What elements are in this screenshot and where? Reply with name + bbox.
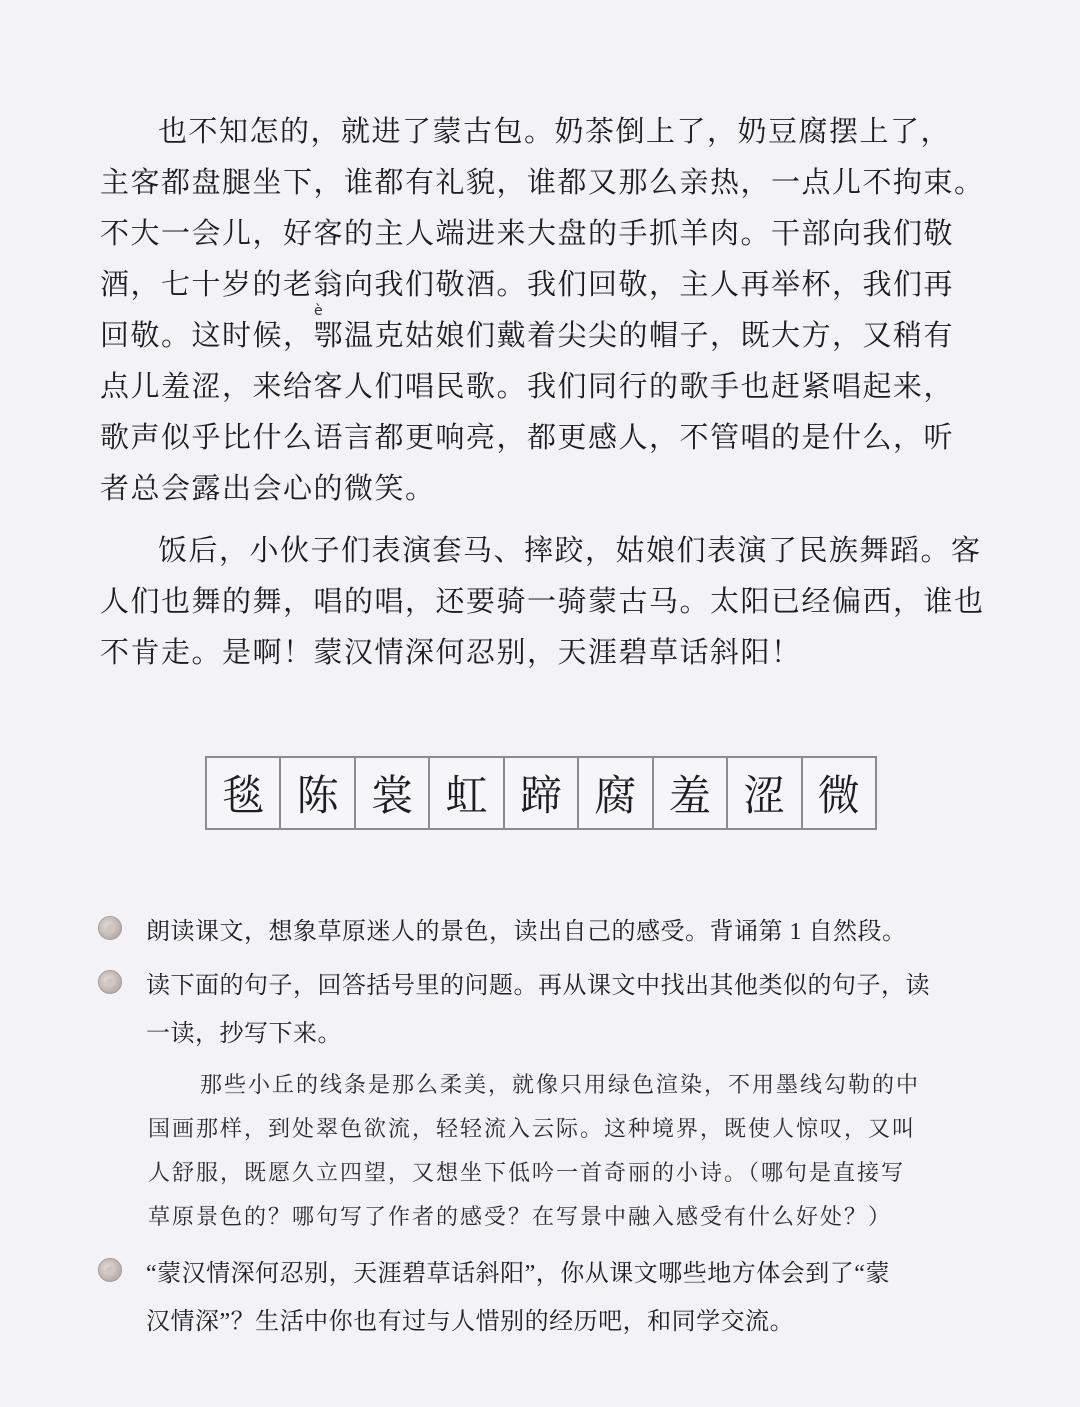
new-character: 虹 bbox=[430, 758, 504, 828]
new-character: 腐 bbox=[579, 758, 653, 828]
passage-line: 主客都盘腿坐下，谁都有礼貌，谁都又那么亲热，一点儿不拘束。 bbox=[100, 165, 985, 199]
passage-paragraph-1 bbox=[100, 106, 1005, 514]
passage-line: 酒，七十岁的老翁向我们敬酒。我们回敬，主人再举杯，我们再 bbox=[100, 267, 955, 301]
passage-line: 不大一会儿，好客的主人端进来大盘的手抓羊肉。干部向我们敬 bbox=[100, 216, 955, 250]
new-character: 涩 bbox=[728, 758, 802, 828]
quote-line: 草原景色的？哪句写了作者的感受？在写景中融入感受有什么好处？） bbox=[148, 1205, 893, 1230]
exercise-bullet-icon bbox=[98, 970, 122, 994]
exercise-2-quote bbox=[148, 1064, 1010, 1240]
passage-line: 点儿羞涩，来给客人们唱民歌。我们同行的歌手也赶紧唱起来， bbox=[100, 369, 955, 403]
new-character: 羞 bbox=[654, 758, 728, 828]
passage-line: 饭后，小伙子们表演套马、摔跤，姑娘们表演了民族舞蹈。客 bbox=[158, 533, 982, 567]
passage-line: 者总会露出会心的微笑。 bbox=[100, 471, 436, 505]
exercise-2-text bbox=[146, 962, 1016, 1058]
exercise-bullet-icon bbox=[98, 1258, 122, 1282]
passage-line: 不肯走。是啊！蒙汉情深何忍别，天涯碧草话斜阳！ bbox=[100, 635, 802, 669]
exercise-1-text bbox=[146, 908, 1016, 956]
exercise-line: 一读，抄写下来。 bbox=[146, 1021, 342, 1047]
new-character: 毯 bbox=[207, 758, 281, 828]
new-character: 蹄 bbox=[505, 758, 579, 828]
exercise-3-text bbox=[146, 1250, 1016, 1346]
quote-line: 人舒服，既愿久立四望，又想坐下低吟一首奇丽的小诗。（哪句是直接写 bbox=[148, 1161, 906, 1186]
exercise-bullet-icon bbox=[98, 916, 122, 940]
quote-line: 那些小丘的线条是那么柔美，就像只用绿色渲染，不用墨线勾勒的中 bbox=[200, 1073, 921, 1098]
new-character: 微 bbox=[817, 771, 860, 820]
passage-line: 也不知怎的，就进了蒙古包。奶茶倒上了，奶豆腐摆上了， bbox=[158, 114, 952, 148]
passage-paragraph-2 bbox=[100, 525, 1005, 678]
new-character: 裳 bbox=[356, 758, 430, 828]
quote-line: 国画那样，到处翠色欲流，轻轻流入云际。这种境界，既使人惊叹，又叫 bbox=[148, 1117, 917, 1142]
passage-line: 歌声似乎比什么语言都更响亮，都更感人，不管唱的是什么，听 bbox=[100, 420, 955, 454]
new-character: 陈 bbox=[281, 758, 355, 828]
exercise-line: 汉情深”？生活中你也有过与人惜别的经历吧，和同学交流。 bbox=[146, 1309, 795, 1335]
new-characters-box bbox=[205, 756, 877, 830]
exercise-line: 朗读课文，想象草原迷人的景色，读出自己的感受。背诵第 1 自然段。 bbox=[146, 919, 907, 945]
passage-line: 人们也舞的舞，唱的唱，还要骑一骑蒙古马。太阳已经偏西，谁也 bbox=[100, 584, 985, 618]
exercise-line: “蒙汉情深何忍别，天涯碧草话斜阳”，你从课文哪些地方体会到了“蒙 bbox=[146, 1261, 890, 1287]
exercise-line: 读下面的句子，回答括号里的问题。再从课文中找出其他类似的句子，读 bbox=[146, 973, 930, 999]
passage-line: 回敬。这时候，鄂温克姑娘们戴着尖尖的帽子，既大方，又稍有 bbox=[100, 318, 955, 352]
pinyin-annotation: è bbox=[314, 303, 323, 319]
